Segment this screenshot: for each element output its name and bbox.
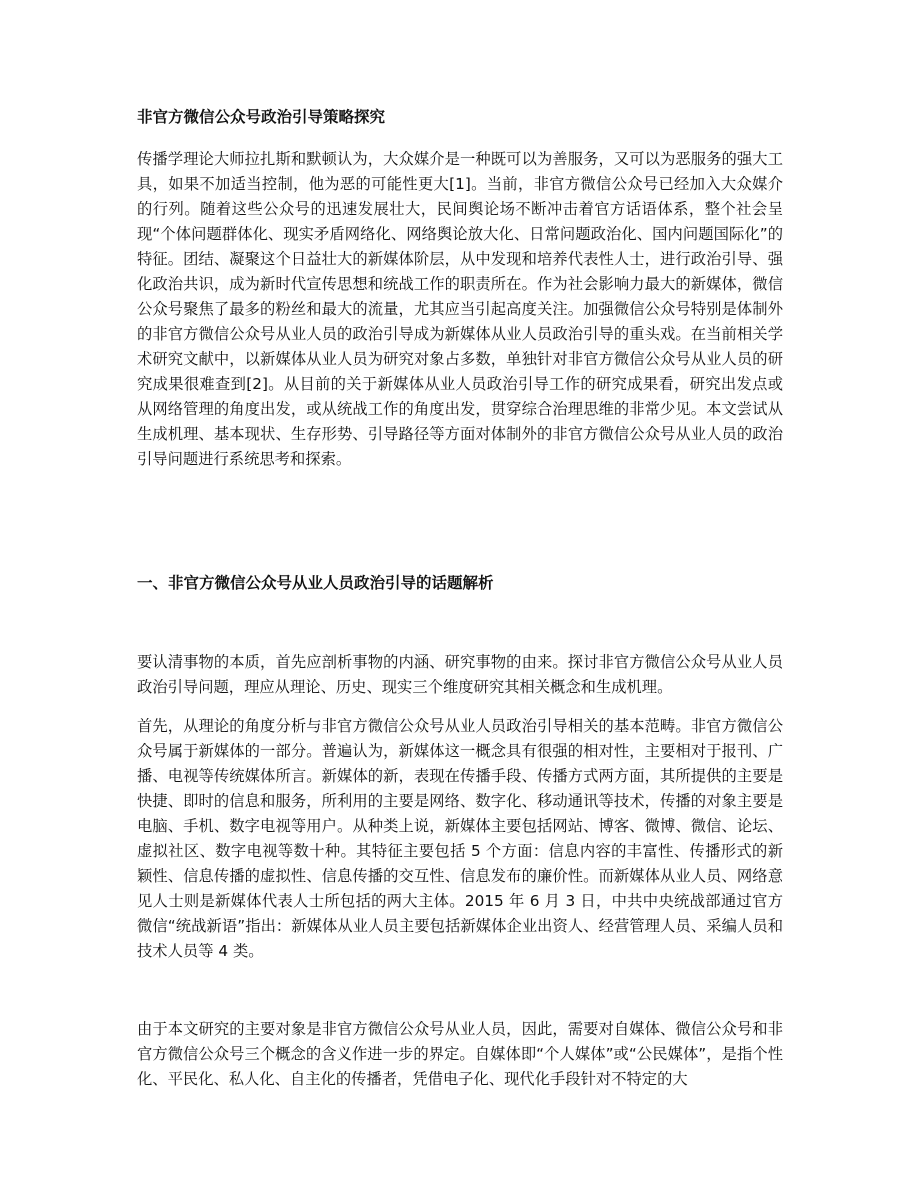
section-1-paragraph-3: 由于本文研究的主要对象是非官方微信公众号从业人员，因此，需要对自媒体、微信公众号和非官方微信公众号三个概念的含义作进一步的界定。自媒体即“个人媒体”或“公民媒体”，是指个性化、平民化、私人化、自主化的传播者，凭借电子化、现代化手段针对不特定的大 xyxy=(137,1020,783,1088)
intro-paragraph: 传播学理论大师拉扎斯和默顿认为，大众媒介是一种既可以为善服务，又可以为恶服务的强大工具，如果不加适当控制，他为恶的可能性更大[1]。当前，非官方微信公众号已经加入大众媒介的行列。随着这些公众号的迅速发展壮大，民间舆论场不断冲击着官方话语体系，整个社会呈现“个体问题群体化、现实矛盾网络化、网络舆论放大化、日常问题政治化、国内问题国际化”的特征。团结、凝聚这个日益壮大的新媒体阶层，从中发现和培养代表性人士，进行政治引导、强化政治共识，成为新时代宣传思想和统战工作的职责所在。作为社会影响力最大的新媒体，微信公众号聚焦了最多的粉丝和最大的流量，尤其应当引起高度关注。加强微信公众号特别是体制外的非官方微信公众号从业人员的政治引导成为新媒体从业人员政治引导的重头戏。在当前相关学术研究文献中，以新媒体从业人员为研究对象占多数，单独针对非官方微信公众号从业人员的研究成果很难查到[2]。从目前的关于新媒体从业人员政治引导工作的研究成果看，研究出发点或从网络管理的角度出发，或从统战工作的角度出发，贯穿综合治理思维的非常少见。本文尝试从生成机理、基本现状、生存形势、引导路径等方面对体制外的非官方微信公众号从业人员的政治引导问题进行系统思考和探索。 xyxy=(137,150,783,468)
section-1-paragraph-2: 首先，从理论的角度分析与非官方微信公众号从业人员政治引导相关的基本范畴。非官方微信公众号属于新媒体的一部分。普遍认为，新媒体这一概念具有很强的相对性，主要相对于报刊、广播、电视等传统媒体所言。新媒体的新，表现在传播手段、传播方式两方面，其所提供的主要是快捷、即时的信息和服务，所利用的主要是网络、数字化、移动通讯等技术，传播的对象主要是电脑、手机、数字电视等用户。从种类上说，新媒体主要包括网站、博客、微博、微信、论坛、虚拟社区、数字电视等数十种。其特征主要包括 5 个方面：信息内容的丰富性、传播形式的新颖性、信息传播的虚拟性、信息传播的交互性、信息发布的廉价性。而新媒体从业人员、网络意见人士则是新媒体代表人士所包括的两大主体。2015 年 6 月 3 日，中共中央统战部通过官方微信“统战新语”指出：新媒体从业人员主要包括新媒体企业出资人、经营管理人员、采编人员和技术人员等 4 类。 xyxy=(137,717,783,960)
section-1-paragraph-1: 要认清事物的本质，首先应剖析事物的内涵、研究事物的由来。探讨非官方微信公众号从业人员政治引导问题，理应从理论、历史、现实三个维度研究其相关概念和生成机理。 xyxy=(137,653,783,696)
section-1-heading: 一、非官方微信公众号从业人员政治引导的话题解析 xyxy=(137,574,494,592)
document-title: 非官方微信公众号政治引导策略探究 xyxy=(137,108,386,126)
